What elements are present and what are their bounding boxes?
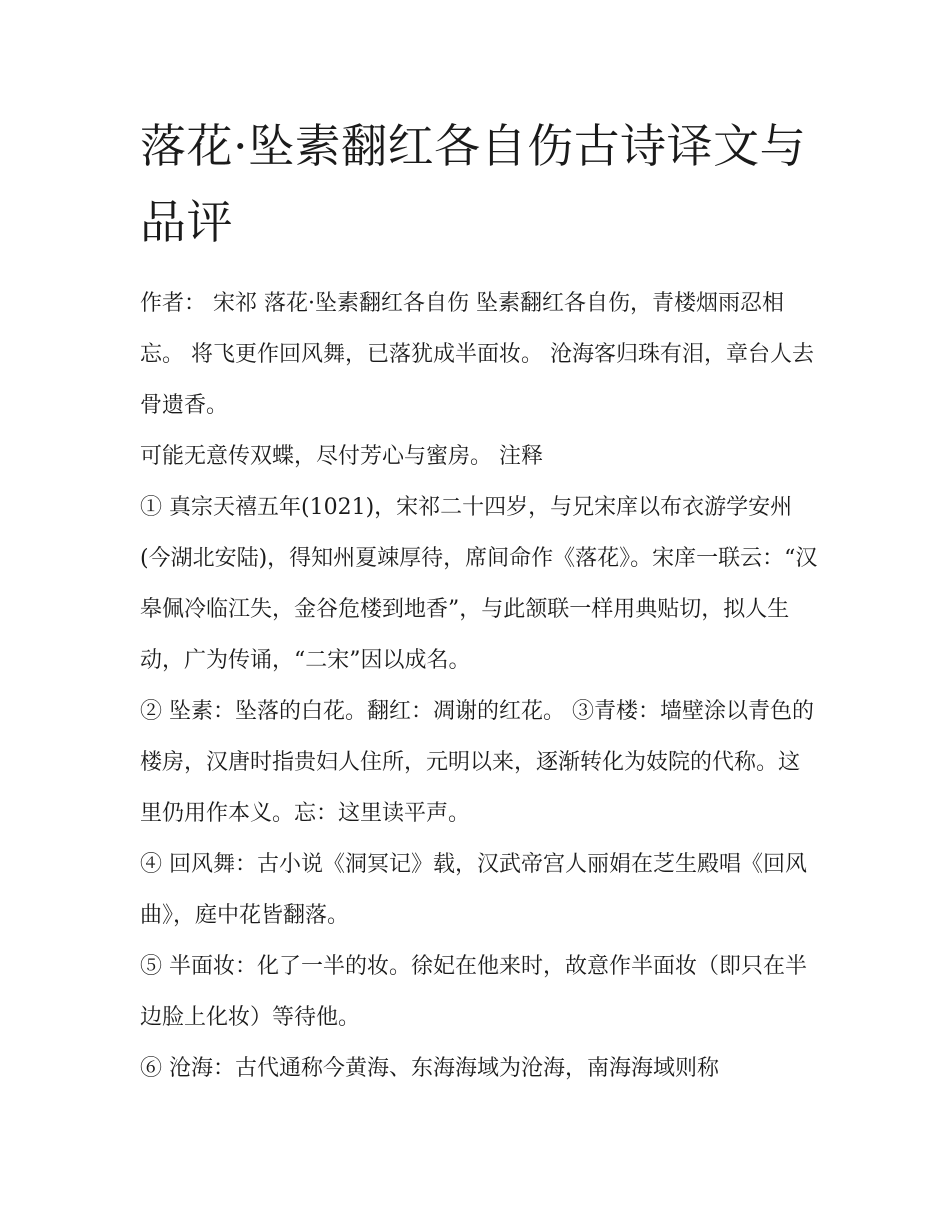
document-title: 落花·坠素翻红各自伤古诗译文与品评 [140,119,807,249]
note-6: ⑥ 沧海：古代通称今黄海、东海海域为沧海，南海海域则称 [140,1056,719,1081]
note-2-3: ② 坠素：坠落的白花。翻红：凋谢的红花。 ③青楼：墙壁涂以青色的楼房，汉唐时指贵妇人住所，元明以来，逐渐转化为妓院的代称。这里仍用作本义。忘：这里读平声。 [140,699,814,826]
paragraph-poem: 作者： 宋祁 落花·坠素翻红各自伤 坠素翻红各自伤，青楼烟雨忍相忘。 将飞更作回风舞，已落犹成半面妆。 沧海客归珠有泪，章台人去骨遗香。 [140,291,814,418]
note-1: ① 真宗天禧五年(1021)，宋祁二十四岁，与兄宋庠以布衣游学安州(今湖北安陆)，得知州夏竦厚待，席间命作《落花》。宋庠一联云：“汉皋佩冷临江失，金谷危楼到地香”，与此颔联一样用典贴切，拟人生动，广为传诵，“二宋”因以成名。 [140,495,818,673]
document-body [140,108,820,1094]
paragraph-poem-end: 可能无意传双蝶，尽付芳心与蜜房。 注释 [140,444,543,469]
note-4: ④ 回风舞：古小说《洞冥记》载，汉武帝宫人丽娟在芝生殿唱《回风曲》，庭中花皆翻落。 [140,852,807,928]
note-5: ⑤ 半面妆：化了一半的妆。徐妃在他来时，故意作半面妆（即只在半边脸上化妆）等待他。 [140,954,807,1030]
